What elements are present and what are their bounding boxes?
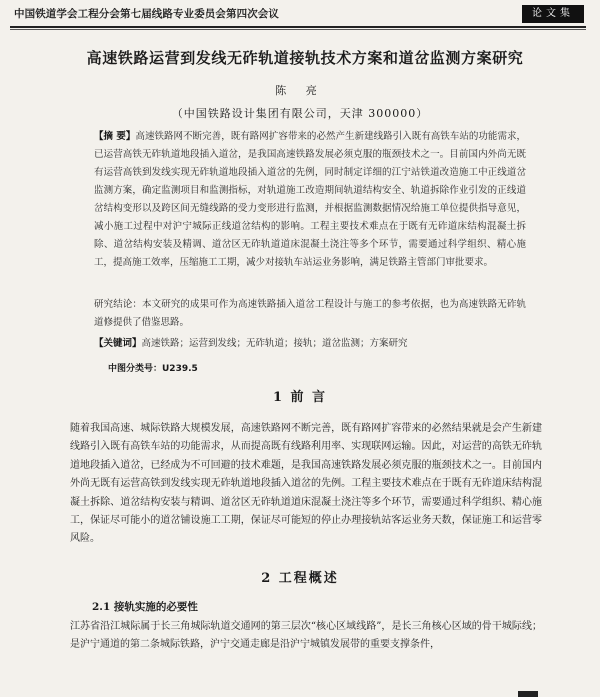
abstract-conclusion: 研究结论：本文研究的成果可作为高速铁路插入道岔工程设计与施工的参考依据，也为高速铁路无砟轨道修提供了借鉴思路。: [94, 299, 526, 328]
subsection-heading: 2.1 接轨实施的必要性: [92, 601, 198, 613]
abstract-text: 高速铁路网不断完善，既有路网扩容带来的必然产生新建线路引入既有高铁车站的功能需求，已运营高铁无砟轨道地段插入道岔，是我国高速铁路发展必须克服的瓶颈技术之一。目前国内外尚无既有运营高铁到发线实现无砟轨道地段插入道岔的先例，同时制定详细的江宁站铁道改造施工中正线道岔监测方案，确定监测项目和监测指标，对轨道施工改造期间轨道结构安全、轨道拆除作业引发的正线道岔结构变形以及跨区间无缝线路的受力变形进行监测，并根据监测数据情况给施工单位提供指导意见，减小施工过程中对沪宁城际正线道岔结构的影响。工程主要技术难点在于既有无砟道床结构混凝土拆除、道岔结构安装及精调、道岔区无砟轨道道床混凝土浇注等多个环节，需要通过科学组织、精心施工，提高施工效率，压缩施工工期，减少对接轨车站运业务影响，满足铁路主管部门审批要求。: [94, 131, 526, 268]
abstract-label: 【摘 要】: [94, 131, 136, 142]
header-rule: [10, 26, 586, 28]
running-header: 中国铁道学会工程分会第七届线路专业委员会第四次会议: [14, 8, 279, 20]
section-heading-introduction: 1 前 言: [272, 390, 328, 405]
paper-title: 高速铁路运营到发线无砟轨道接轨技术方案和道岔监测方案研究: [86, 49, 524, 67]
section-heading-overview: 2 工程概述: [261, 571, 339, 586]
header-rule-thin: [10, 29, 586, 30]
keywords-label: 【关键词】: [94, 338, 142, 349]
affiliation: （中国铁路设计集团有限公司，天津 300000）: [171, 107, 429, 120]
classification-number: 中图分类号：U239.5: [108, 364, 198, 374]
abstract: [94, 128, 526, 272]
page-corner-mark: [518, 691, 538, 697]
author: 陈 亮: [275, 84, 325, 97]
keywords-text: 高速铁路；运营到发线；无砟轨道；接轨；道岔监测；方案研究: [141, 338, 408, 349]
keywords: [94, 337, 526, 351]
section-body-overview: 江苏省沿江城际属于长三角城际轨道交通网的第三层次“核心区域线路”，是长三角核心区域的骨干城际线；是沪宁通道的第二条城际铁路，沪宁交通走廊是沿沪宁城镇发展带的重要支撑条件，: [70, 621, 542, 651]
section-tag: 论文集: [522, 5, 584, 23]
section-body-introduction: 随着我国高速、城际铁路大规模发展，高速铁路网不断完善，既有路网扩容带来的必然结果就是会产生新建线路引入既有高铁车站的功能需求，从而提高既有线路利用率、实现联网运输。因此，对运营的高铁无砟轨道地段插入道岔，已经成为不可回避的技术难题，是我国高速铁路发展必须克服的瓶颈技术之一。目前国内外尚无既有运营高铁到发线实现无砟轨道地段插入道岔的先例。工程主要技术难点在于既有无砟道床结构混凝土拆除、道岔结构安装与精调、道岔区无砟轨道道床混凝土浇注等多个环节，需要通过科学组织、精心施工，保证尽可能小的道岔铺设施工工期，保证尽可能短的停止办理接轨站客运业务天数，保证施工和运营零风险。: [70, 423, 542, 545]
